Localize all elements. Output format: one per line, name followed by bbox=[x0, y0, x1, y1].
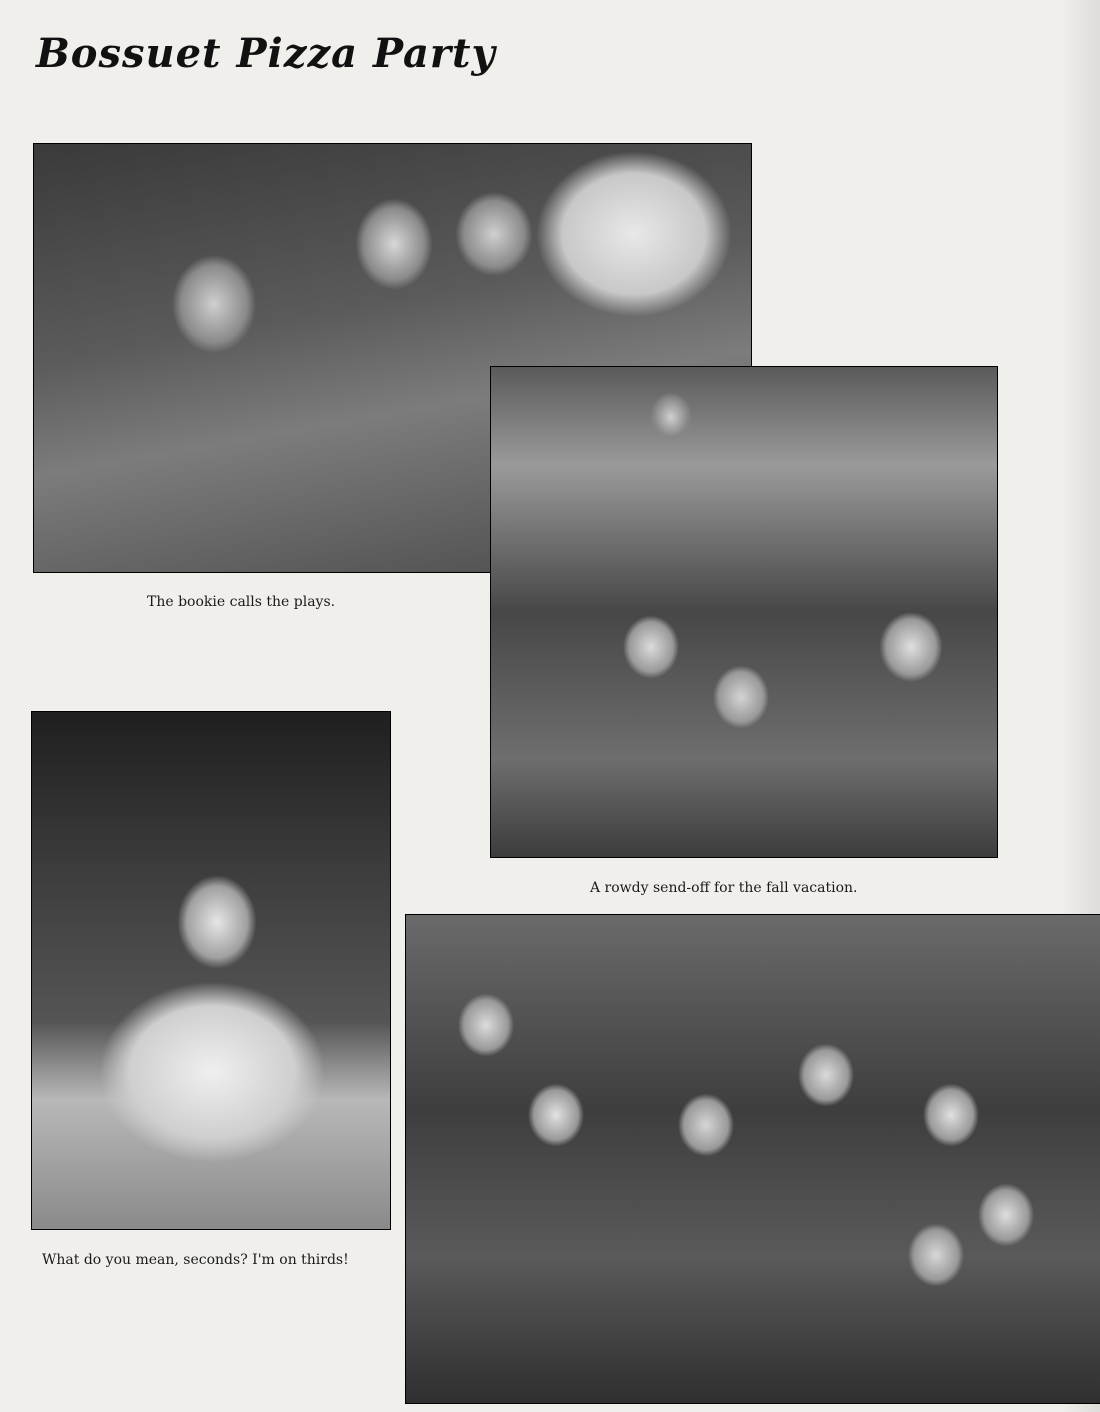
photo-placeholder bbox=[491, 367, 997, 857]
photo-placeholder bbox=[406, 915, 1100, 1403]
caption-thirds: What do you mean, seconds? I'm on thirds! bbox=[42, 1252, 349, 1268]
caption-bookie: The bookie calls the plays. bbox=[147, 594, 336, 610]
photo-placeholder bbox=[32, 712, 390, 1229]
photo-eating-pizza bbox=[31, 711, 391, 1230]
page-title: Bossuet Pizza Party bbox=[36, 30, 496, 77]
caption-send-off: A rowdy send-off for the fall vacation. bbox=[590, 880, 858, 896]
photo-group-cheering bbox=[405, 914, 1100, 1404]
photo-rowdy-send-off bbox=[490, 366, 998, 858]
